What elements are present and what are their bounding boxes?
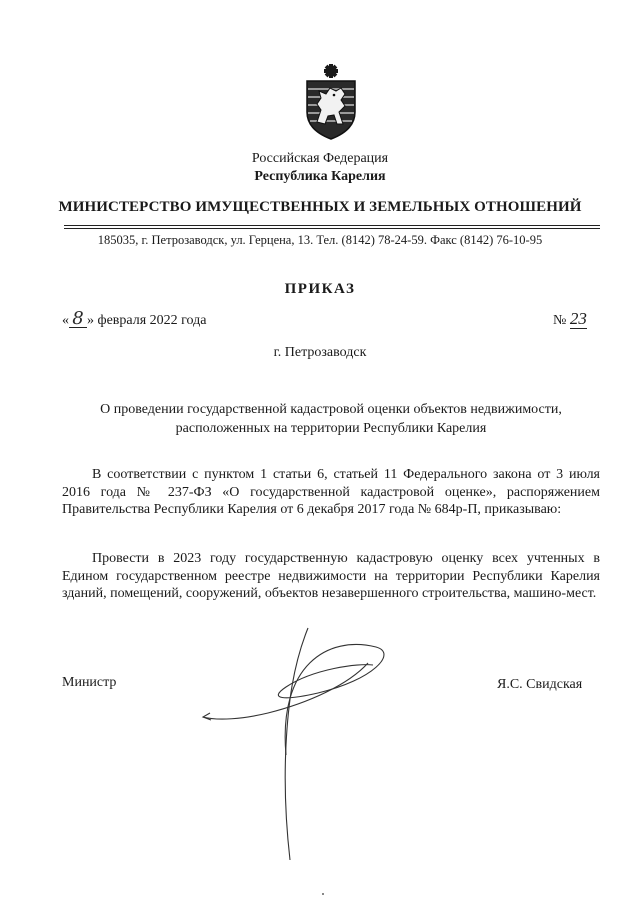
- handwritten-signature: [198, 625, 438, 865]
- scan-speck: [322, 893, 324, 895]
- signer-name: Я.С. Свидская: [497, 677, 583, 692]
- document-type-title: ПРИКАЗ: [284, 281, 356, 297]
- date-day: 8: [69, 311, 87, 328]
- document-city: г. Петрозаводск: [273, 345, 367, 360]
- document-date: [62, 308, 207, 329]
- header-divider-secondary: [64, 228, 600, 229]
- republic-name: Республика Карелия: [254, 169, 386, 184]
- number-prefix: №: [553, 313, 567, 328]
- document-number: [553, 309, 587, 329]
- body-paragraph: В соответствии с пунктом 1 статьи 6, статьей 11 Федерального закона от 3 июля 2016 года № 237-ФЗ «О государственной кадастровой оценке», распоряжением Правительства Республики Карелия от 6 декабря 2017 года № 684р-П, приказываю:: [62, 467, 600, 517]
- header-divider: [64, 225, 600, 226]
- ministry-address: 185035, г. Петрозаводск, ул. Герцена, 13. Тел. (8142) 78-24-59. Факс (8142) 76-10-95: [97, 233, 543, 247]
- signer-title: Министр: [62, 675, 117, 690]
- document-subject: О проведении государственной кадастровой оценки объектов недвижимости, расположенных на территории Республики Карелия: [100, 402, 562, 436]
- coat-of-arms-icon: [299, 64, 363, 140]
- country-name: Российская Федерация: [251, 151, 389, 166]
- number-value: 23: [569, 309, 587, 328]
- date-open-quote: «: [62, 313, 69, 328]
- body-paragraph: Провести в 2023 году государственную кадастровую оценку всех учтенных в Едином государственном реестре недвижимости на территории Республики Карелия зданий, помещений, сооружений, объектов незавершенного строительства, машино-мест.: [62, 551, 600, 601]
- ministry-name: МИНИСТЕРСТВО ИМУЩЕСТВЕННЫХ И ЗЕМЕЛЬНЫХ ОТНОШЕНИЙ: [58, 199, 582, 215]
- date-month-year: » февраля 2022 года: [87, 313, 207, 328]
